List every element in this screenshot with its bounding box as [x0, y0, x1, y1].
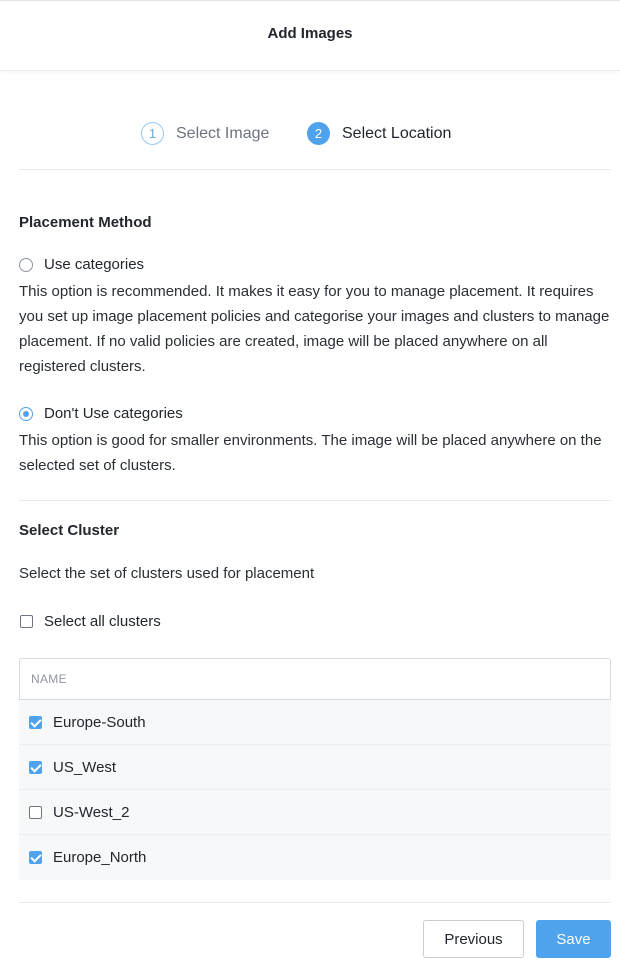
radio-label: Use categories: [44, 256, 145, 273]
select-cluster-subtitle: Select the set of clusters used for placement: [19, 565, 315, 582]
table-row[interactable]: [19, 700, 611, 745]
use-categories-option[interactable]: [19, 256, 144, 273]
section-divider: [19, 500, 611, 501]
use-categories-description: This option is recommended. It makes it easy for you to manage placement. It requires you set up image placement policies and categorise your images and clusters to manage placement. If no valid policies are created, image will be placed anywhere on all registered clusters.: [19, 283, 610, 375]
select-all-checkbox[interactable]: [20, 615, 33, 628]
table-header-name[interactable]: NAME: [19, 658, 611, 700]
row-checkbox[interactable]: [29, 716, 42, 729]
row-checkbox[interactable]: [29, 851, 42, 864]
footer-divider: [19, 902, 611, 903]
radio-button-unchecked[interactable]: [19, 258, 33, 272]
step-number-badge: 2: [307, 122, 330, 145]
cluster-name: US-West_2: [53, 803, 130, 821]
table-row[interactable]: [19, 835, 611, 880]
select-cluster-title: Select Cluster: [19, 522, 120, 539]
table-row[interactable]: [19, 790, 611, 835]
row-checkbox[interactable]: [29, 806, 42, 819]
step-label: Select Location: [342, 124, 452, 142]
cluster-name: Europe-South: [53, 713, 146, 731]
modal-title: Add Images: [267, 25, 353, 42]
table-row[interactable]: [19, 745, 611, 790]
save-button[interactable]: Save: [536, 920, 611, 958]
step-select-location[interactable]: [307, 122, 451, 145]
wizard-stepper: [19, 95, 611, 170]
radio-button-checked[interactable]: [19, 407, 33, 421]
radio-label: Don't Use categories: [44, 405, 183, 422]
step-label: Select Image: [176, 124, 270, 142]
cluster-table: [19, 658, 611, 879]
step-number-badge: 1: [141, 122, 164, 145]
previous-button[interactable]: Previous: [423, 920, 524, 958]
modal-header: [0, 0, 620, 71]
cluster-name: US_West: [53, 758, 117, 776]
dont-use-categories-option[interactable]: [19, 405, 183, 422]
select-all-clusters[interactable]: [20, 613, 161, 630]
cluster-name: Europe_North: [53, 849, 147, 866]
row-checkbox[interactable]: [29, 761, 42, 774]
select-all-label: Select all clusters: [44, 613, 161, 630]
placement-method-title: Placement Method: [19, 214, 152, 231]
step-select-image[interactable]: [141, 122, 269, 145]
dont-use-categories-description: This option is good for smaller environments. The image will be placed anywhere on the selected set of clusters.: [19, 432, 602, 474]
